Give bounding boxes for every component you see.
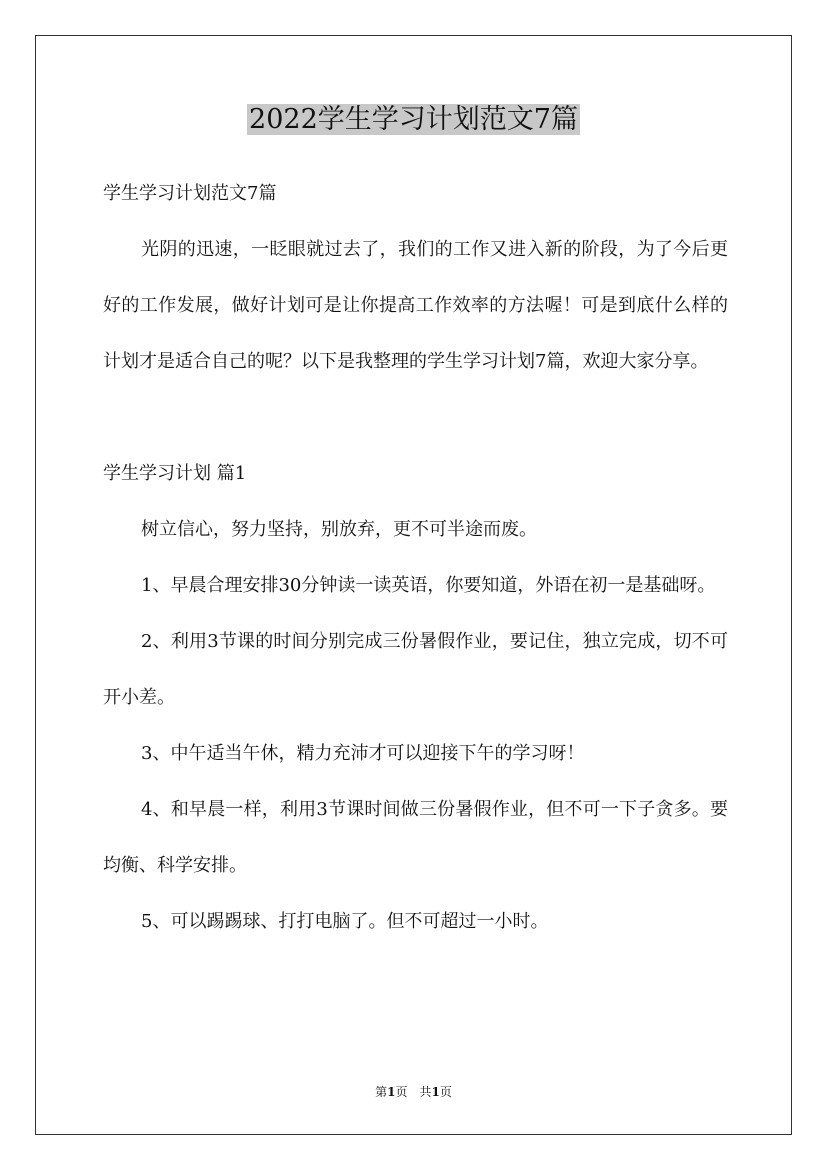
body-paragraph: 3、中午适当午休，精力充沛才可以迎接下午的学习呀！: [141, 743, 585, 764]
document-body: [103, 166, 728, 950]
body-paragraph: 树立信心，努力坚持，别放弃，更不可半途而废。: [141, 519, 537, 540]
body-paragraph: 5、可以踢踢球、打打电脑了。但不可超过一小时。: [141, 911, 549, 932]
section-heading: 学生学习计划 篇1: [103, 463, 247, 484]
section-gap: [103, 390, 728, 446]
footer-page-suffix: 页: [439, 1085, 452, 1099]
body-paragraph: 1、早晨合理安排30分钟读一读英语，你要知道，外语在初一是基础呀。: [141, 575, 716, 596]
document-title: [0, 96, 827, 144]
body-paragraph: 4、和早晨一样，利用3节课时间做三份暑假作业，但不可一下子贪多。要均衡、科学安排。: [103, 799, 728, 876]
page-footer: [0, 1083, 827, 1101]
footer-page-current: 1: [387, 1085, 396, 1099]
footer-page-total: 1: [431, 1085, 440, 1099]
document-title-text: 2022学生学习计划范文7篇: [249, 104, 578, 135]
document-subtitle: 学生学习计划范文7篇: [103, 183, 277, 204]
body-paragraph: 2、利用3节课的时间分别完成三份暑假作业，要记住，独立完成，切不可开小差。: [103, 631, 728, 708]
footer-page-mid: 页 共: [395, 1085, 432, 1099]
intro-paragraph: 光阴的迅速，一眨眼就过去了，我们的工作又进入新的阶段，为了今后更好的工作发展，做好计划可是让你提高工作效率的方法喔！可是到底什么样的计划才是适合自己的呢？以下是我整理的学生学习计划7篇，欢迎大家分享。: [103, 239, 728, 372]
footer-page-prefix: 第: [375, 1085, 388, 1099]
